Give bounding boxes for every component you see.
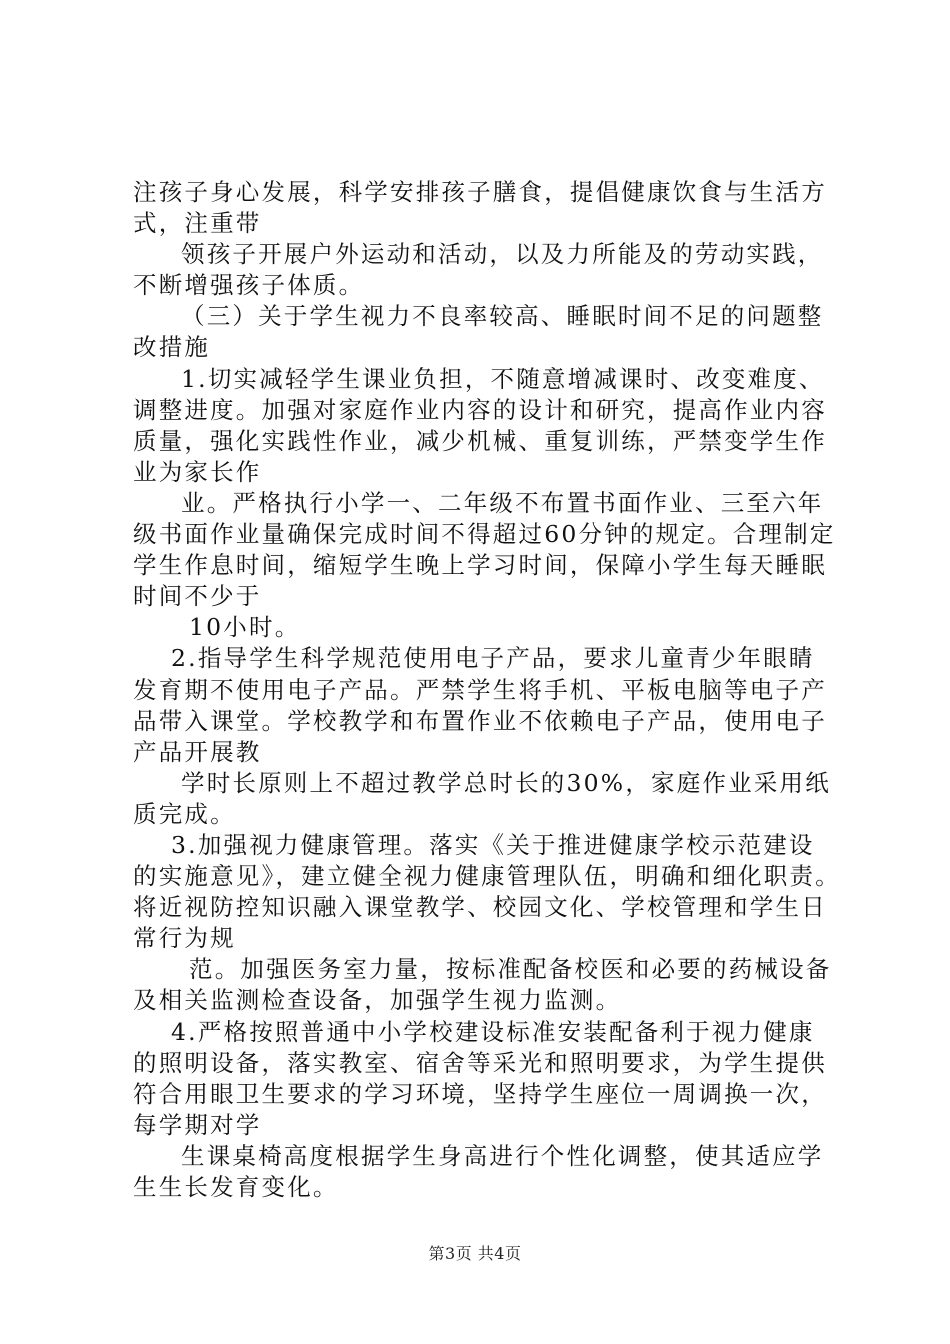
list-item-1: 1.切实减轻学生课业负担，不随意增减课时、改变难度、 — [181, 364, 825, 393]
text-line: 注孩子身心发展，科学安排孩子膳食，提倡健康饮食与生活方 — [133, 178, 827, 206]
text-line: 范。加强医务室力量，按标准配备校医和必要的药械设备 — [189, 955, 832, 984]
text-line: 业。严格执行小学一、二年级不布置书面作业、三至六年 — [181, 488, 824, 517]
text-line: 时间不少于 — [133, 582, 262, 611]
text-line: 调整进度。加强对家庭作业内容的设计和研究，提高作业内容 — [133, 395, 827, 424]
text-line: 学生作息时间，缩短学生晚上学习时间，保障小学生每天睡眠 — [133, 551, 827, 580]
text-line: 符合用眼卫生要求的学习环境，坚持学生座位一周调换一次， — [133, 1079, 827, 1108]
text-line: 每学期对学 — [133, 1110, 262, 1139]
text-line: 及相关监测检查设备，加强学生视力监测。 — [133, 986, 622, 1015]
text-line: 产品开展教 — [133, 737, 262, 766]
text-line: 将近视防控知识融入课堂教学、校园文化、学校管理和学生日 — [133, 893, 827, 922]
list-item-2: 2.指导学生科学规范使用电子产品，要求儿童青少年眼睛 — [171, 644, 815, 673]
text-line: 的照明设备，落实教室、宿舍等采光和照明要求，为学生提供 — [133, 1048, 827, 1077]
list-item-3: 3.加强视力健康管理。落实《关于推进健康学校示范建设 — [171, 830, 815, 859]
text-line: 质量，强化实践性作业，减少机械、重复训练，严禁变学生作 — [133, 426, 827, 455]
text-line: 学时长原则上不超过教学总时长的30%，家庭作业采用纸 — [181, 768, 831, 797]
section-heading: （三）关于学生视力不良率较高、睡眠时间不足的问题整 — [181, 302, 824, 331]
text-line: 品带入课堂。学校教学和布置作业不依赖电子产品，使用电子 — [133, 706, 827, 735]
text-line: 式，注重带 — [133, 209, 262, 238]
text-line: 不断增强孩子体质。 — [133, 271, 365, 300]
text-line: 级书面作业量确保完成时间不得超过60分钟的规定。合理制定 — [133, 520, 836, 549]
text-line: 10小时。 — [189, 613, 301, 642]
text-line: 业为家长作 — [133, 457, 262, 486]
page-number-footer: 第3页 共4页 — [428, 1244, 522, 1263]
text-line: 常行为规 — [133, 924, 236, 953]
text-line: 生课桌椅高度根据学生身高进行个性化调整，使其适应学 — [181, 1141, 824, 1170]
text-line: 质完成。 — [133, 799, 236, 828]
text-line: 改措施 — [133, 333, 211, 362]
list-item-4: 4.严格按照普通中小学校建设标准安装配备利于视力健康 — [171, 1017, 815, 1046]
document-body — [133, 177, 845, 1203]
text-line: 生生长发育变化。 — [133, 1173, 339, 1201]
text-line: 领孩子开展户外运动和活动，以及力所能及的劳动实践， — [181, 240, 824, 269]
text-line: 的实施意见》，建立健全视力健康管理队伍，明确和细化职责。 — [133, 862, 841, 891]
text-line: 发育期不使用电子产品。严禁学生将手机、平板电脑等电子产 — [133, 675, 827, 704]
